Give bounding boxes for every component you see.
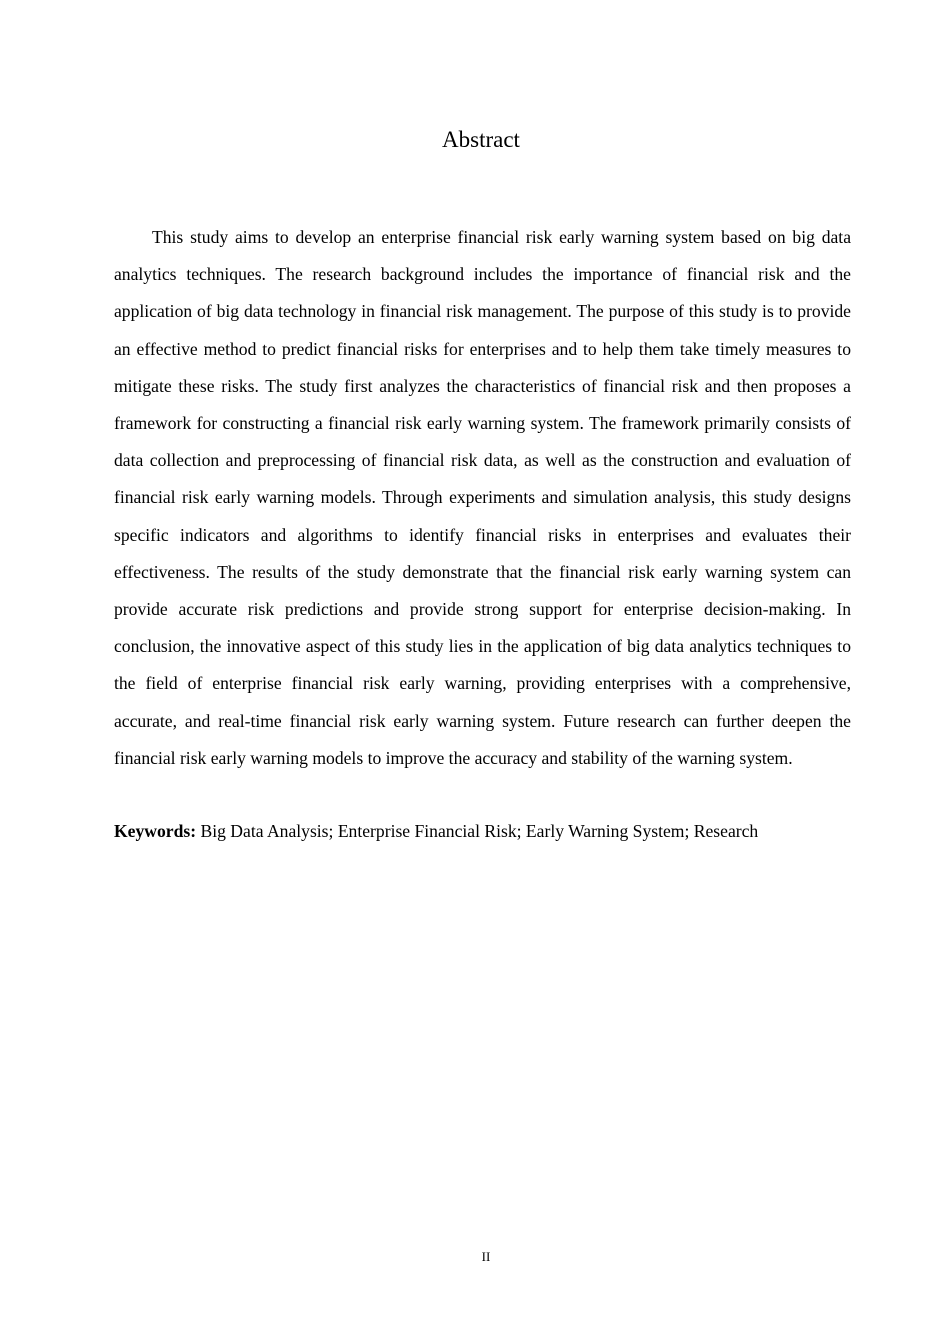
keywords-line — [114, 813, 851, 849]
keywords-label: Keywords: — [114, 821, 197, 841]
keywords-list: Big Data Analysis; Enterprise Financial Risk; Early Warning System; Research — [196, 821, 759, 841]
page-number: II — [481, 1249, 491, 1264]
abstract-title: Abstract — [442, 127, 520, 152]
abstract-paragraph: This study aims to develop an enterprise financial risk early warning system based on big data analytics techniques. The research background includes the importance of financial risk and the application of big data technology in financial risk management. The purpose of this study is to provide an effective method to predict financial risks for enterprises and to help them take timely measures to mitigate these risks. The study first analyzes the characteristics of financial risk and then proposes a framework for constructing a financial risk early warning system. The framework primarily consists of data collection and preprocessing of financial risk data, as well as the construction and evaluation of financial risk early warning models. Through experiments and simulation analysis, this study designs specific indicators and algorithms to identify financial risks in enterprises and evaluates their effectiveness. The results of the study demonstrate that the financial risk early warning system can provide accurate risk predictions and provide strong support for enterprise decision-making. In conclusion, the innovative aspect of this study lies in the application of big data analytics techniques to the field of enterprise financial risk early warning, providing enterprises with a comprehensive, accurate, and real-time financial risk early warning system. Future research can further deepen the financial risk early warning models to improve the accuracy and stability of the warning system. — [114, 227, 851, 768]
